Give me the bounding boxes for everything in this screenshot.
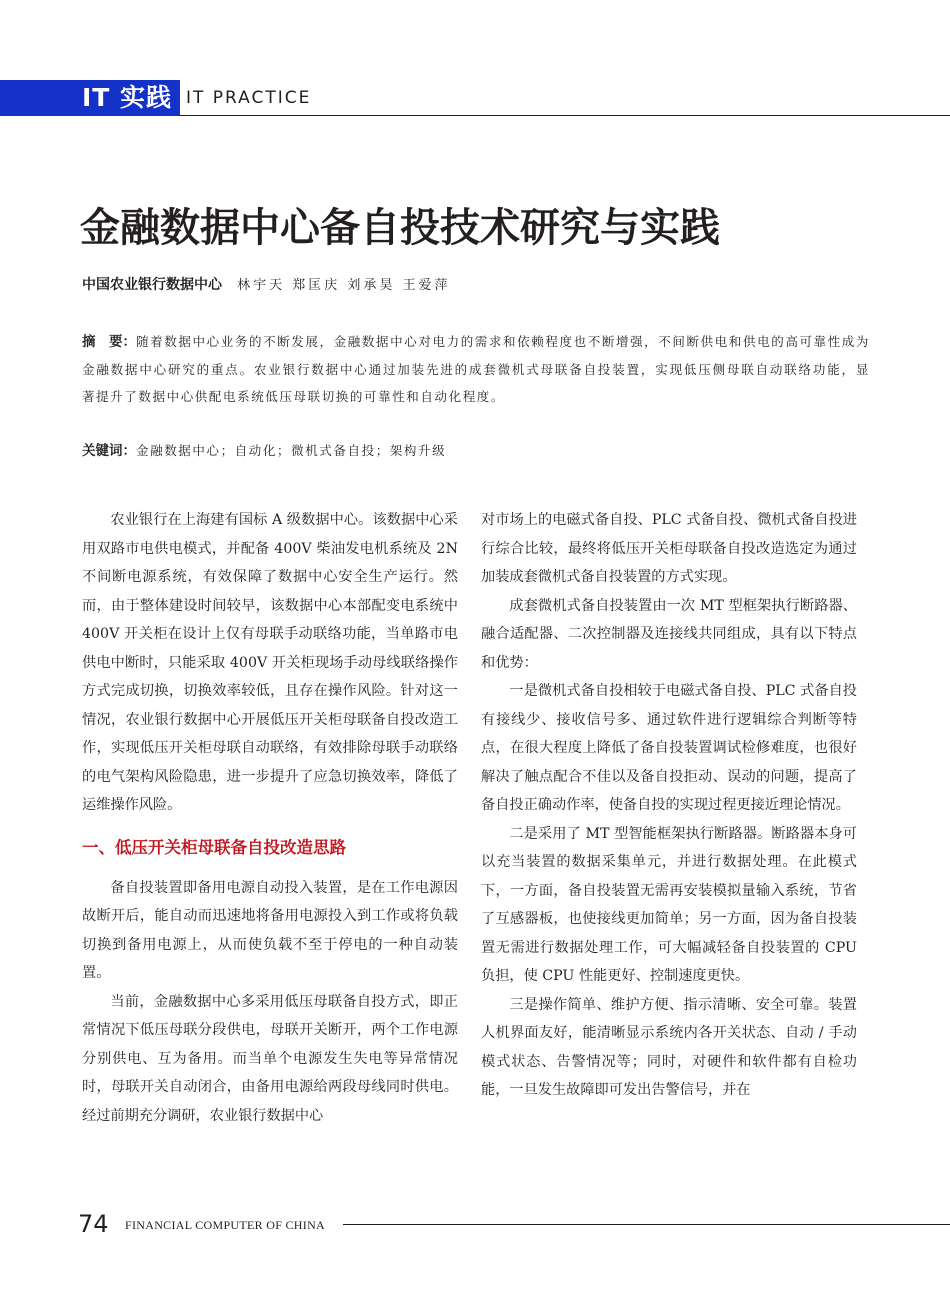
body-column-right: [481, 506, 857, 1105]
article-title: 金融数据中心备自投技术研究与实践: [80, 205, 720, 251]
keywords-text: 金融数据中心；自动化；微机式备自投；架构升级: [136, 443, 447, 458]
page-number: 74: [78, 1210, 109, 1238]
author-organization: 中国农业银行数据中心: [82, 277, 222, 293]
paragraph: 备自投装置即备用电源自动投入装置，是在工作电源因故断开后，能自动而迅速地将备用电源投入到工作或将负载切换到备用电源上，从而使负载不至于停电的一种自动装置。: [82, 879, 458, 981]
paragraph: 三是操作简单、维护方便、指示清晰、安全可靠。装置人机界面友好，能清晰显示系统内各开关状态、自动 / 手动模式状态、告警情况等；同时，对硬件和软件都有自检功能，一旦发生故障即可发出告警信号，并在: [481, 996, 857, 1098]
keywords: [82, 438, 870, 464]
body-column-left: [82, 506, 458, 1130]
abstract-text: 随着数据中心业务的不断发展，金融数据中心对电力的需求和依赖程度也不断增强，不间断供电和供电的高可靠性成为金融数据中心研究的重点。农业银行数据中心通过加装先进的成套微机式母联备自投装置，实现低压侧母联自动联络功能，显著提升了数据中心供配电系统低压母联切换的可靠性和自动化程度。: [82, 334, 871, 404]
paragraph: 对市场上的电磁式备自投、PLC 式备自投、微机式备自投进行综合比较，最终将低压开关柜母联备自投改造选定为通过加装成套微机式备自投装置的方式实现。: [481, 512, 857, 585]
abstract: [82, 328, 870, 410]
abstract-label: 摘 要：: [82, 334, 137, 350]
author-line: [82, 272, 451, 298]
keywords-label: 关键词：: [82, 443, 136, 459]
section-heading: 一、低压开关柜母联备自投改造思路: [82, 837, 346, 857]
header-rule: [180, 115, 950, 116]
paragraph: 农业银行在上海建有国标 A 级数据中心。该数据中心采用双路市电供电模式，并配备 400V 柴油发电机系统及 2N 不间断电源系统，有效保障了数据中心安全生产运行。然而，由于整体建设时间较早，该数据中心本部配变电系统中 400V 开关柜在设计上仅有母联手动联络功能，当单路市电供电中断时，只能采取 400V 开关柜现场手动母线联络操作方式完成切换，切换效率较低，且存在操作风险。针对这一情况，农业银行数据中心开展低压开关柜母联备自投改造工作，实现低压开关柜母联自动联络，有效排除母联手动联络的电气架构风险隐患，进一步提升了应急切换效率，降低了运维操作风险。: [82, 512, 458, 813]
paragraph: 二是采用了 MT 型智能框架执行断路器。断路器本身可以充当装置的数据采集单元，并进行数据处理。在此模式下，一方面，备自投装置无需再安装模拟量输入系统，节省了互感器板，也使接线更加简单；另一方面，因为备自投装置无需进行数据处理工作，可大幅减轻备自投装置的 CPU 负担，使 CPU 性能更好、控制速度更快。: [481, 825, 857, 984]
paragraph: 成套微机式备自投装置由一次 MT 型框架执行断路器、融合适配器、二次控制器及连接线共同组成，具有以下特点和优势：: [481, 597, 857, 671]
journal-name: FINANCIAL COMPUTER OF CHINA: [125, 1218, 326, 1232]
author-names: 林宇天 郑匡庆 刘承昊 王爱萍: [237, 278, 451, 293]
paragraph: 当前，金融数据中心多采用低压母联备自投方式，即正常情况下低压母联分段供电，母联开关断开，两个工作电源分别供电、互为备用。而当单个电源发生失电等异常情况时，母联开关自动闭合，由备用电源给两段母线同时供电。经过前期充分调研，农业银行数据中心: [82, 993, 458, 1124]
paragraph: 一是微机式备自投相较于电磁式备自投、PLC 式备自投有接线少、接收信号多、通过软件进行逻辑综合判断等特点，在很大程度上降低了备自投装置调试检修难度，也很好解决了触点配合不佳以及备自投拒动、误动的问题，提高了备自投正确动作率，使备自投的实现过程更接近理论情况。: [481, 683, 857, 813]
footer-rule: [343, 1224, 950, 1225]
section-tag-cn: IT 实践: [82, 83, 173, 112]
section-tag-en: IT PRACTICE: [186, 88, 312, 108]
